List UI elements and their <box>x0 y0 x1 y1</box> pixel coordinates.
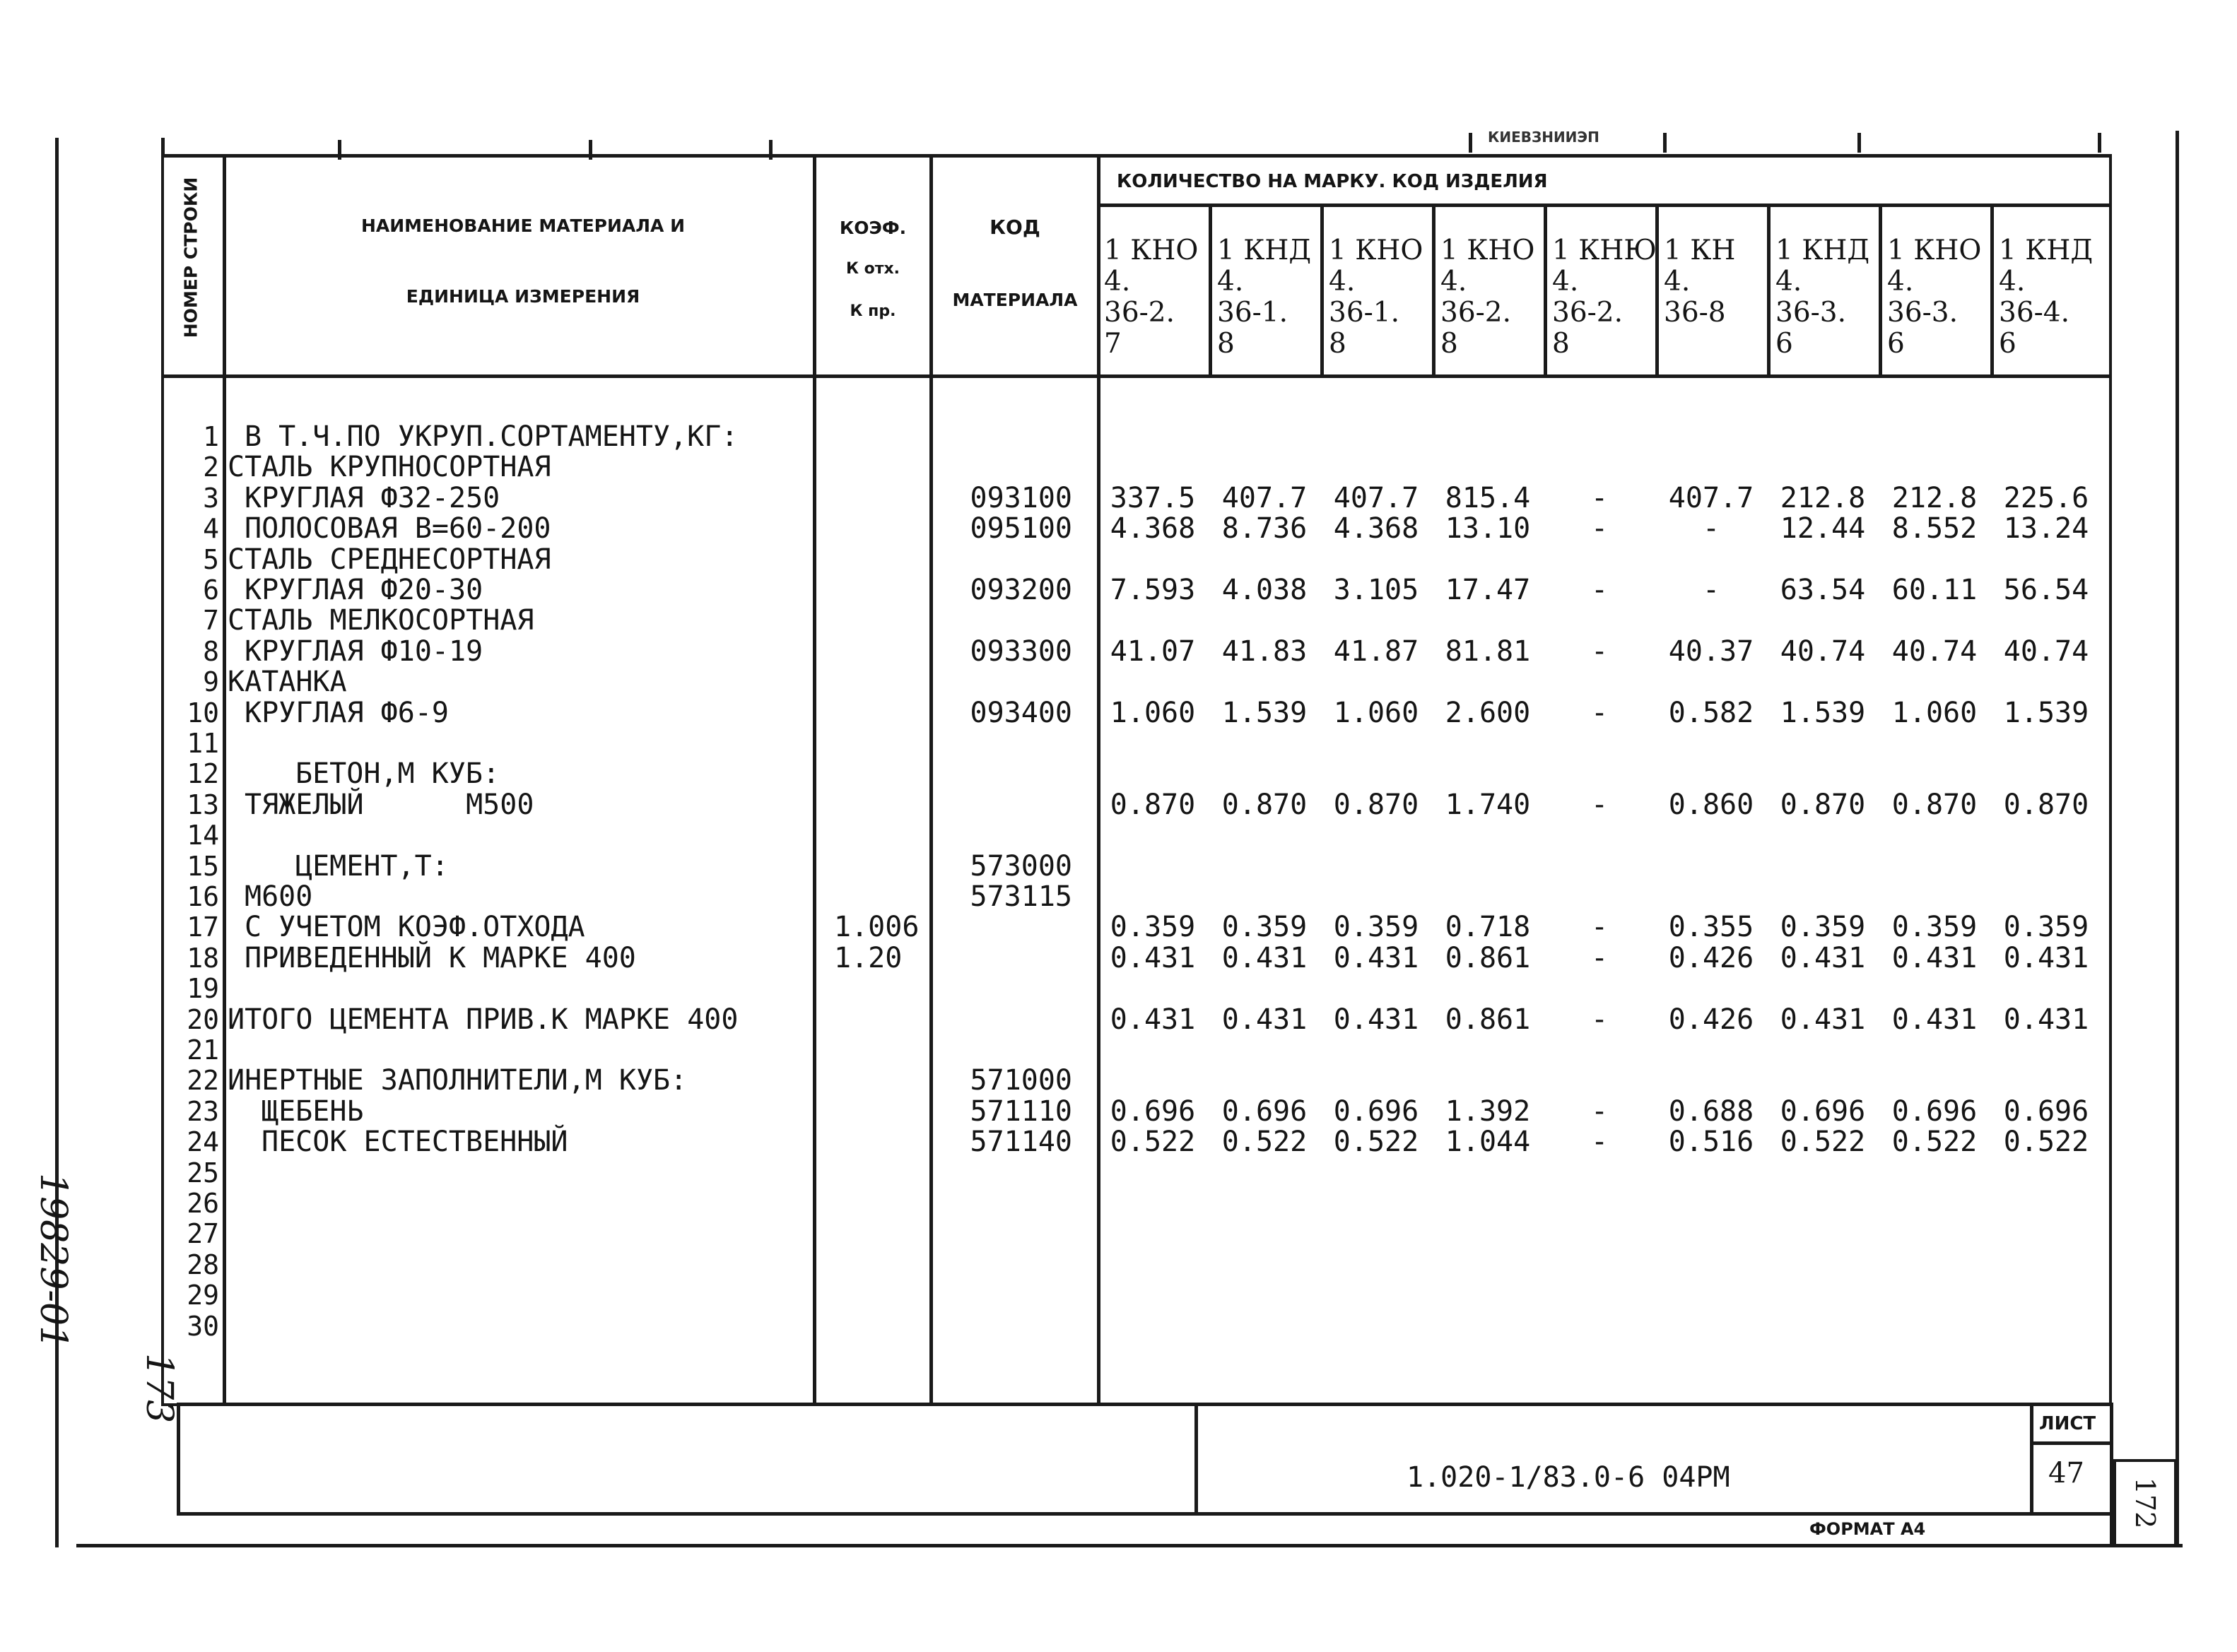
quantity-value: 2.600 <box>1445 696 1531 729</box>
divider-product <box>1879 203 1882 377</box>
quantity-value: 0.431 <box>1780 1003 1866 1036</box>
quantity-value: 1.060 <box>1110 696 1196 729</box>
quantity-value: 4.368 <box>1333 512 1419 545</box>
header-coef-line3: К пр. <box>850 302 896 320</box>
row-number: 15 <box>187 850 219 882</box>
row-number: 6 <box>203 574 219 606</box>
top-cut-text: КИЕВЗНИИЭП <box>1488 129 1599 146</box>
row-number: 8 <box>203 635 219 667</box>
quantity-value: 815.4 <box>1445 481 1531 514</box>
material-code: 095100 <box>970 512 1072 545</box>
header-rownum: НОМЕР СТРОКИ <box>180 177 201 338</box>
material-code: 093100 <box>970 481 1072 514</box>
row-number: 25 <box>187 1157 219 1188</box>
divider-rownum <box>223 154 226 1406</box>
quantity-value: 0.359 <box>1110 911 1196 944</box>
material-name: ЦЕМЕНТ,Т: <box>295 849 449 883</box>
row-number: 19 <box>187 973 219 1005</box>
row-number: 1 <box>203 421 219 452</box>
material-name: С УЧЕТОМ КОЭФ.ОТХОДА <box>245 911 585 944</box>
top-tick <box>1663 133 1667 153</box>
divider-product <box>1990 203 1994 377</box>
row-number: 28 <box>187 1249 219 1280</box>
material-code: 571140 <box>970 1126 1072 1159</box>
quantity-value: 7.593 <box>1110 574 1196 606</box>
quantity-value: 4.368 <box>1110 512 1196 545</box>
quantity-value: 13.10 <box>1445 512 1531 545</box>
row-number: 5 <box>203 543 219 575</box>
quantity-value: 0.431 <box>1333 1003 1419 1036</box>
quantity-value: 0.431 <box>1221 941 1308 974</box>
titleblock-sheet-divider <box>2030 1403 2033 1516</box>
quantity-value: 0.870 <box>1221 788 1308 821</box>
quantity-value: - <box>1590 911 1609 944</box>
top-tick <box>2098 133 2101 153</box>
quantity-value: 41.83 <box>1221 635 1308 668</box>
titleblock-bottom-line <box>177 1512 2112 1516</box>
material-name: ЩЕБЕНЬ <box>262 1095 364 1128</box>
quantity-value: 41.87 <box>1333 635 1419 668</box>
divider-product <box>1767 203 1771 377</box>
sheet-number: 47 <box>2048 1457 2084 1489</box>
material-name: КАТАНКА <box>228 666 347 699</box>
header-name-line2: ЕДИНИЦА ИЗМЕРЕНИЯ <box>406 286 640 307</box>
quantity-value: 0.522 <box>2003 1126 2089 1159</box>
header-coef-line1: КОЭФ. <box>839 218 907 238</box>
quantity-value: - <box>1590 1095 1609 1128</box>
quantity-value: 0.696 <box>1333 1095 1419 1128</box>
material-name: СТАЛЬ СРЕДНЕСОРТНАЯ <box>228 543 551 576</box>
product-header: 1 КНО 4. 36-1. 8 <box>1329 235 1423 360</box>
material-code: 093300 <box>970 635 1072 668</box>
row-number: 2 <box>203 452 219 483</box>
quantity-value: 0.359 <box>2003 911 2089 944</box>
row-number: 16 <box>187 881 219 912</box>
quantity-value: 0.522 <box>1333 1126 1419 1159</box>
outer-bottom-border <box>76 1544 2183 1547</box>
material-name: ПРИВЕДЕННЫЙ К МАРКЕ 400 <box>245 941 636 974</box>
quantity-value: 212.8 <box>1780 481 1866 514</box>
header-name-line1: НАИМЕНОВАНИЕ МАТЕРИАЛА И <box>360 216 686 236</box>
quantity-value: 0.870 <box>2003 788 2089 821</box>
quantity-value: 0.431 <box>1333 941 1419 974</box>
quantity-value: 0.431 <box>2003 1003 2089 1036</box>
quantity-value: 0.426 <box>1668 1003 1754 1036</box>
quantity-value: 8.552 <box>1891 512 1978 545</box>
row-number: 17 <box>187 911 219 943</box>
header-code-line2: МАТЕРИАЛА <box>952 290 1078 310</box>
quantity-value: 0.696 <box>1221 1095 1308 1128</box>
quantity-value: 407.7 <box>1333 481 1419 514</box>
quantity-value: - <box>1702 574 1720 606</box>
quantity-value: 0.696 <box>1780 1095 1866 1128</box>
quantity-value: 0.359 <box>1221 911 1308 944</box>
quantity-value: 0.688 <box>1668 1095 1754 1128</box>
quantity-value: - <box>1590 512 1609 545</box>
page-number: 172 <box>2130 1477 2161 1529</box>
quantity-value: 1.539 <box>1780 696 1866 729</box>
quantity-title-line <box>1097 203 2112 207</box>
quantity-value: 0.861 <box>1445 1003 1531 1036</box>
quantity-value: 0.431 <box>1110 1003 1196 1036</box>
quantity-value: 40.74 <box>1891 635 1978 668</box>
quantity-value: 0.431 <box>1110 941 1196 974</box>
material-code: 571000 <box>970 1064 1072 1097</box>
quantity-value: 17.47 <box>1445 574 1531 606</box>
row-number: 23 <box>187 1095 219 1127</box>
quantity-value: 8.736 <box>1221 512 1308 545</box>
row-number: 13 <box>187 789 219 820</box>
row-number: 18 <box>187 942 219 974</box>
quantity-value: 40.74 <box>1780 635 1866 668</box>
product-header: 1 КНЮ 4. 36-2. 8 <box>1552 235 1657 360</box>
quantity-value: 0.431 <box>1891 941 1978 974</box>
quantity-value: - <box>1590 481 1609 514</box>
quantity-value: 0.860 <box>1668 788 1754 821</box>
quantity-value: 0.431 <box>1221 1003 1308 1036</box>
format-label: ФОРМАТ А4 <box>1809 1519 1926 1539</box>
material-name: КРУГЛАЯ Ф10-19 <box>245 635 483 668</box>
titleblock-sheet-line <box>2030 1441 2112 1445</box>
quantity-value: 0.696 <box>2003 1095 2089 1128</box>
top-tick <box>1469 133 1472 153</box>
quantity-value: 0.870 <box>1333 788 1419 821</box>
product-header: 1 КНО 4. 36-2. 8 <box>1440 235 1535 360</box>
material-code: 093200 <box>970 574 1072 606</box>
header-code-line1: КОД <box>990 216 1040 239</box>
quantity-value: 407.7 <box>1221 481 1308 514</box>
side-note: 19829-01 <box>32 1173 74 1350</box>
header-bottom-line <box>161 374 2112 378</box>
quantity-value: 13.24 <box>2003 512 2089 545</box>
quantity-value: 0.426 <box>1668 941 1754 974</box>
quantity-value: 4.038 <box>1221 574 1308 606</box>
material-code: 573115 <box>970 880 1072 913</box>
quantity-value: - <box>1590 574 1609 606</box>
quantity-value: 3.105 <box>1333 574 1419 606</box>
quantity-value: 1.539 <box>2003 696 2089 729</box>
divider-product <box>1544 203 1547 377</box>
quantity-value: 1.060 <box>1333 696 1419 729</box>
row-number: 3 <box>203 482 219 514</box>
row-number: 22 <box>187 1065 219 1097</box>
document-code: 1.020-1/83.0-6 04РМ <box>1407 1461 1730 1494</box>
material-name: ПЕСОК ЕСТЕСТВЕННЫЙ <box>262 1126 568 1159</box>
quantity-value: - <box>1590 635 1609 668</box>
product-header: 1 КНД 4. 36-1. 8 <box>1217 235 1312 360</box>
material-code: 571110 <box>970 1095 1072 1128</box>
outer-right-border <box>2176 131 2179 1547</box>
quantity-value: - <box>1702 512 1720 545</box>
quantity-value: - <box>1590 696 1609 729</box>
quantity-value: 1.740 <box>1445 788 1531 821</box>
quantity-value: 0.359 <box>1891 911 1978 944</box>
quantity-value: 40.37 <box>1668 635 1754 668</box>
quantity-value: 0.522 <box>1110 1126 1196 1159</box>
quantity-value: 337.5 <box>1110 481 1196 514</box>
sheet-label: ЛИСТ <box>2039 1413 2096 1434</box>
row-number: 27 <box>187 1218 219 1250</box>
product-header: 1 КНО 4. 36-3. 6 <box>1887 235 1982 360</box>
quantity-value: 41.07 <box>1110 635 1196 668</box>
material-code: 093400 <box>970 696 1072 729</box>
row-number: 11 <box>187 728 219 759</box>
coefficient: 1.20 <box>834 941 903 974</box>
quantity-value: 0.870 <box>1891 788 1978 821</box>
row-number: 12 <box>187 758 219 790</box>
row-number: 24 <box>187 1126 219 1158</box>
quantity-value: 0.861 <box>1445 941 1531 974</box>
quantity-value: 0.696 <box>1891 1095 1978 1128</box>
coefficient: 1.006 <box>834 911 920 944</box>
material-name: В Т.Ч.ПО УКРУП.СОРТАМЕНТУ,КГ: <box>245 420 739 453</box>
quantity-value: 0.516 <box>1668 1126 1754 1159</box>
divider-code <box>1097 154 1100 1406</box>
divider-product <box>1432 203 1435 377</box>
quantity-value: - <box>1590 941 1609 974</box>
material-name: СТАЛЬ МЕЛКОСОРТНАЯ <box>228 604 534 637</box>
quantity-value: 407.7 <box>1668 481 1754 514</box>
row-number: 21 <box>187 1034 219 1066</box>
quantity-value: 0.582 <box>1668 696 1754 729</box>
quantity-value: 12.44 <box>1780 512 1866 545</box>
quantity-value: 60.11 <box>1891 574 1978 606</box>
material-code: 573000 <box>970 849 1072 883</box>
quantity-value: 0.522 <box>1780 1126 1866 1159</box>
row-number: 4 <box>203 513 219 545</box>
quantity-value: 0.718 <box>1445 911 1531 944</box>
product-header: 1 КНД 4. 36-3. 6 <box>1775 235 1870 360</box>
row-number: 29 <box>187 1280 219 1311</box>
quantity-value: 0.355 <box>1668 911 1754 944</box>
titleblock-divider <box>1194 1403 1198 1516</box>
material-name: ПОЛОСОВАЯ В=60-200 <box>245 512 551 545</box>
material-name: КРУГЛАЯ Ф6-9 <box>245 696 449 729</box>
material-name: ИТОГО ЦЕМЕНТА ПРИВ.К МАРКЕ 400 <box>228 1003 739 1036</box>
product-header: 1 КНО 4. 36-2. 7 <box>1104 235 1199 360</box>
row-number: 14 <box>187 820 219 851</box>
quantity-value: 0.431 <box>2003 941 2089 974</box>
quantity-value: 0.359 <box>1333 911 1419 944</box>
quantity-value: - <box>1590 1126 1609 1159</box>
divider-name <box>813 154 816 1406</box>
quantity-value: 81.81 <box>1445 635 1531 668</box>
material-name: КРУГЛАЯ Ф20-30 <box>245 574 483 606</box>
quantity-value: - <box>1590 1003 1609 1036</box>
quantity-title: КОЛИЧЕСТВО НА МАРКУ. КОД ИЗДЕЛИЯ <box>1117 171 1548 192</box>
header-coef-line2: К отх. <box>845 260 900 278</box>
quantity-value: 225.6 <box>2003 481 2089 514</box>
side-note-2: 173 <box>138 1353 180 1424</box>
product-header: 1 КН 4. 36-8 <box>1664 235 1736 329</box>
row-number: 7 <box>203 605 219 637</box>
quantity-value: 0.522 <box>1891 1126 1978 1159</box>
row-number: 20 <box>187 1003 219 1035</box>
quantity-value: 1.044 <box>1445 1126 1531 1159</box>
quantity-value: 1.392 <box>1445 1095 1531 1128</box>
quantity-value: 63.54 <box>1780 574 1866 606</box>
material-name: ИНЕРТНЫЕ ЗАПОЛНИТЕЛИ,М КУБ: <box>228 1064 688 1097</box>
row-number: 10 <box>187 697 219 728</box>
row-number: 30 <box>187 1310 219 1342</box>
divider-product <box>1209 203 1212 377</box>
quantity-value: 212.8 <box>1891 481 1978 514</box>
quantity-value: 0.431 <box>1780 941 1866 974</box>
quantity-value: 40.74 <box>2003 635 2089 668</box>
quantity-value: 1.060 <box>1891 696 1978 729</box>
quantity-value: 0.696 <box>1110 1095 1196 1128</box>
quantity-value: 56.54 <box>2003 574 2089 606</box>
quantity-value: 1.539 <box>1221 696 1308 729</box>
divider-product <box>1320 203 1324 377</box>
row-number: 9 <box>203 666 219 698</box>
quantity-value: - <box>1590 788 1609 821</box>
quantity-value: 0.522 <box>1221 1126 1308 1159</box>
material-name: КРУГЛАЯ Ф32-250 <box>245 481 500 514</box>
divider-coef <box>929 154 933 1406</box>
titleblock-top-line <box>177 1403 2112 1406</box>
material-name: БЕТОН,М КУБ: <box>295 757 500 791</box>
product-header: 1 КНД 4. 36-4. 6 <box>1999 235 2094 360</box>
material-name: ТЯЖЕЛЫЙ М500 <box>245 788 534 821</box>
quantity-value: 0.359 <box>1780 911 1866 944</box>
material-name: СТАЛЬ КРУПНОСОРТНАЯ <box>228 451 551 484</box>
row-number: 26 <box>187 1188 219 1219</box>
material-name: М600 <box>245 880 313 913</box>
quantity-value: 0.870 <box>1110 788 1196 821</box>
quantity-value: 0.431 <box>1891 1003 1978 1036</box>
quantity-value: 0.870 <box>1780 788 1866 821</box>
top-tick <box>1857 133 1861 153</box>
